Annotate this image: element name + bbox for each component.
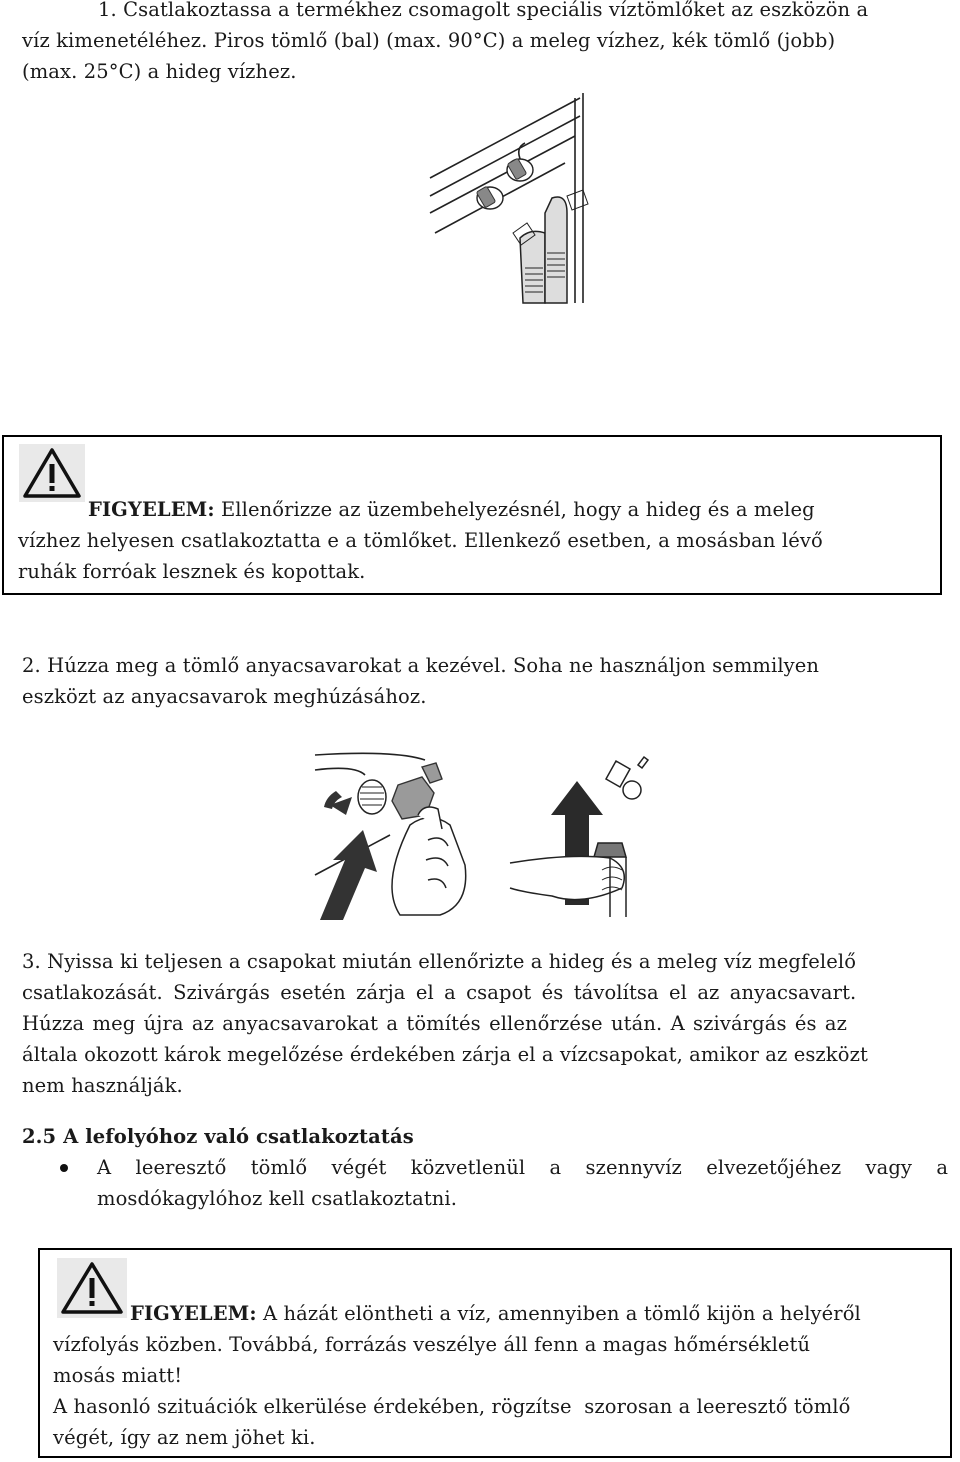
- bullet-line2: mosdókagylóhoz kell csatlakoztatni.: [97, 1187, 458, 1210]
- warning2-continued: [53, 1329, 943, 1453]
- step3-text: [22, 946, 958, 1101]
- bullet-dot: [60, 1164, 68, 1172]
- warning1-label: FIGYELEM:: [88, 498, 215, 521]
- warning2-text: [130, 1298, 950, 1329]
- warning1-line3: ruhák forróak lesznek és kopottak.: [18, 560, 366, 583]
- step1-text: [98, 0, 948, 25]
- warning2-line5: végét, így az nem jöhet ki.: [53, 1426, 316, 1449]
- step2-line2: eszközt az anyacsavarok meghúzásához.: [22, 685, 427, 708]
- step1-line2: víz kimenetéléhez. Piros tömlő (bal) (max. 90°C) a meleg vízhez, kék tömlő (jobb): [22, 29, 836, 52]
- warning2-line4: A hasonló szituációk elkerülése érdekében, rögzítse szorosan a leeresztő tömlő: [53, 1395, 851, 1418]
- step3-line4: általa okozott károk megelőzése érdekében zárja el a vízcsapokat, amikor az eszközt: [22, 1043, 868, 1066]
- step3-line1: 3. Nyissa ki teljesen a csapokat miután ellenőrizte a hideg és a meleg víz megfelelő: [22, 950, 857, 973]
- warning1-continued: [18, 525, 938, 587]
- section-heading: 2.5 A lefolyóhoz való csatlakoztatás: [22, 1125, 414, 1148]
- warning-triangle-icon: [57, 1258, 127, 1318]
- hose-connection-illustration: [425, 88, 595, 308]
- step1-continued: [22, 25, 942, 87]
- warning-box-2: [38, 1248, 952, 1458]
- step3-line3: Húzza meg újra az anyacsavarokat a tömítés ellenőrzése után. A szivárgás és az: [22, 1012, 847, 1035]
- step1-line1: 1. Csatlakoztassa a termékhez csomagolt speciális víztömlőket az eszközön a: [98, 0, 869, 21]
- step3-line2: csatlakozását. Szivárgás esetén zárja el a csapot és távolítsa el az anyacsavart.: [22, 981, 857, 1004]
- warning-triangle-icon: [19, 444, 85, 502]
- warning1-line2: vízhez helyesen csatlakoztatta e a tömlőket. Ellenkező esetben, a mosásban lévő: [18, 529, 823, 552]
- warning1-line1: Ellenőrizze az üzembehelyezésnél, hogy a hideg és a meleg: [214, 498, 815, 521]
- tighten-nut-illustration: [310, 745, 660, 920]
- warning2-label: FIGYELEM:: [130, 1302, 257, 1325]
- bullet-text: [97, 1152, 957, 1214]
- warning2-line2: vízfolyás közben. Továbbá, forrázás veszélye áll fenn a magas hőmérsékletű: [53, 1333, 811, 1356]
- warning1-text: [88, 494, 938, 525]
- warning2-line1: A házát elöntheti a víz, amennyiben a tömlő kijön a helyéről: [256, 1302, 861, 1325]
- warning-box-1: [2, 435, 942, 595]
- step1-line3: (max. 25°C) a hideg vízhez.: [22, 60, 297, 83]
- step2-text: [22, 650, 942, 712]
- step2-line1: 2. Húzza meg a tömlő anyacsavarokat a kezével. Soha ne használjon semmilyen: [22, 654, 820, 677]
- bullet-line1: A leeresztő tömlő végét közvetlenül a szennyvíz elvezetőjéhez vagy a: [97, 1156, 949, 1179]
- step3-line5: nem használják.: [22, 1074, 183, 1097]
- warning2-line3: mosás miatt!: [53, 1364, 183, 1387]
